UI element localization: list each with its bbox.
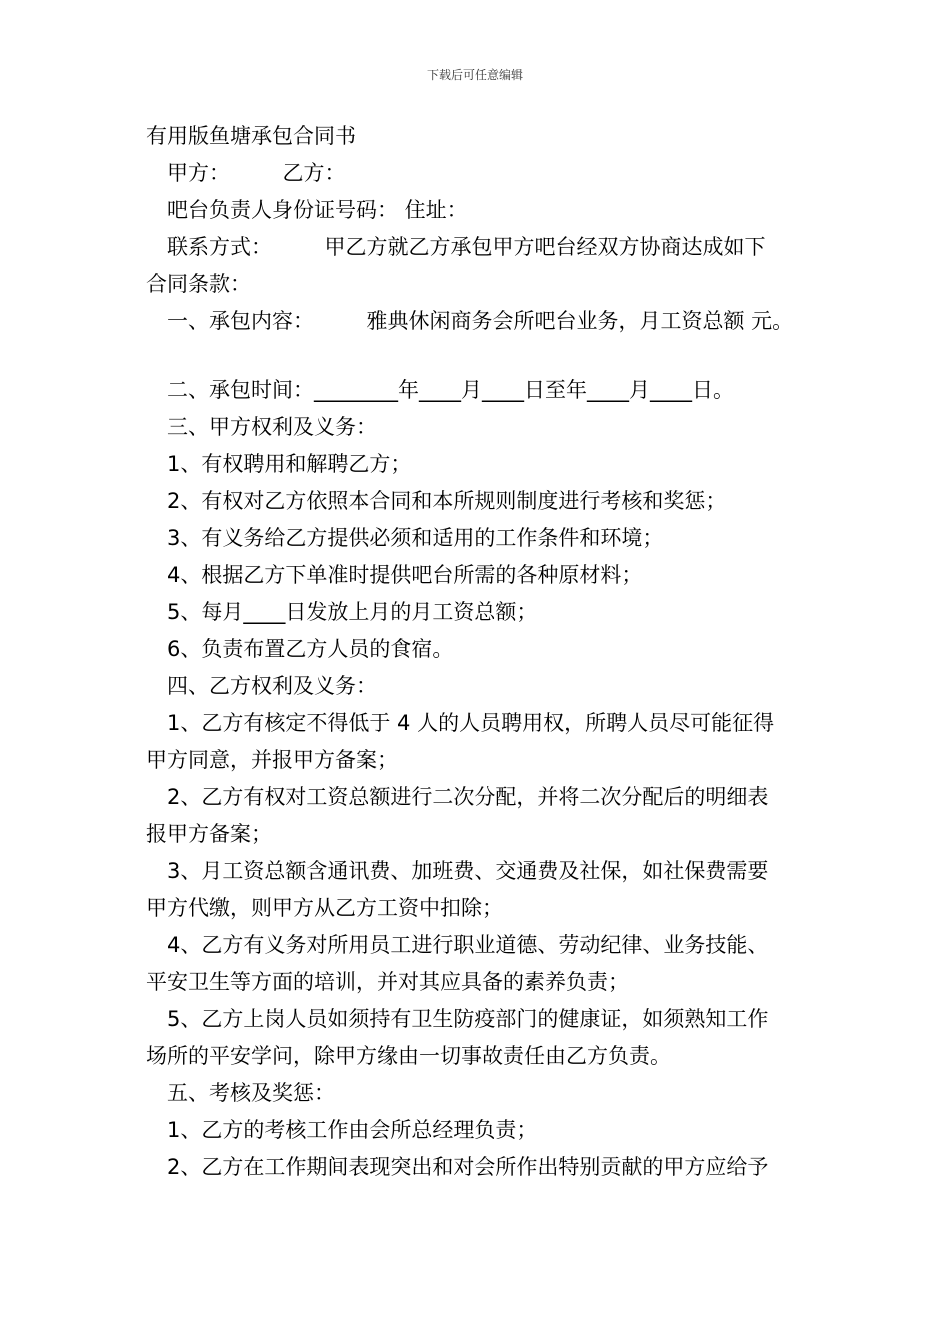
page-header: 下载后可任意编辑 bbox=[426, 68, 523, 82]
section-heading: 四、乙方权利及义务： bbox=[167, 674, 377, 698]
list-item-continued: 报甲方备案； bbox=[146, 822, 272, 846]
section-heading: 二、承包时间：________年____月____日至年____月____日。 bbox=[167, 378, 734, 402]
list-item: 3、有义务给乙方提供必须和适用的工作条件和环境； bbox=[167, 526, 664, 550]
section-heading: 三、甲方权利及义务： bbox=[167, 415, 377, 439]
contact-line: 联系方式： 甲乙方就乙方承包甲方吧台经双方协商达成如下 bbox=[167, 235, 766, 259]
list-item: 1、乙方的考核工作由会所总经理负责； bbox=[167, 1118, 538, 1142]
paragraph-line: 合同条款： bbox=[146, 272, 251, 296]
list-item-continued: 场所的平安学问，除甲方缘由一切事故责任由乙方负责。 bbox=[146, 1044, 671, 1068]
list-item: 1、有权聘用和解聘乙方； bbox=[167, 452, 412, 476]
list-item: 5、每月____日发放上月的月工资总额； bbox=[167, 600, 538, 624]
list-item: 3、月工资总额含通讯费、加班费、交通费及社保，如社保费需要 bbox=[167, 859, 769, 883]
party-line: 甲方： 乙方： bbox=[167, 161, 346, 185]
document-title: 有用版鱼塘承包合同书 bbox=[146, 124, 356, 148]
id-address-line: 吧台负责人身份证号码： 住址： bbox=[167, 198, 468, 222]
list-item: 2、有权对乙方依照本合同和本所规则制度进行考核和奖惩； bbox=[167, 489, 727, 513]
list-item: 5、乙方上岗人员如须持有卫生防疫部门的健康证，如须熟知工作 bbox=[167, 1007, 769, 1031]
blank-gap bbox=[146, 340, 826, 372]
list-item: 1、乙方有核定不得低于 4 人的人员聘用权，所聘人员尽可能征得 bbox=[167, 711, 775, 735]
list-item: 2、乙方在工作期间表现突出和对会所作出特别贡献的甲方应给予 bbox=[167, 1155, 769, 1179]
list-item-continued: 甲方同意，并报甲方备案； bbox=[146, 748, 398, 772]
list-item: 6、负责布置乙方人员的食宿。 bbox=[167, 637, 454, 661]
list-item-continued: 甲方代缴，则甲方从乙方工资中扣除； bbox=[146, 896, 503, 920]
list-item: 2、乙方有权对工资总额进行二次分配，并将二次分配后的明细表 bbox=[167, 785, 769, 809]
list-item: 4、根据乙方下单准时提供吧台所需的各种原材料； bbox=[167, 563, 643, 587]
section-heading: 一、承包内容： 雅典休闲商务会所吧台业务，月工资总额 元。 bbox=[167, 309, 794, 333]
list-item: 4、乙方有义务对所用员工进行职业道德、劳动纪律、业务技能、 bbox=[167, 933, 769, 957]
list-item-continued: 平安卫生等方面的培训，并对其应具备的素养负责； bbox=[146, 970, 629, 994]
contract-body bbox=[146, 118, 826, 1186]
section-heading: 五、考核及奖惩： bbox=[167, 1081, 335, 1105]
